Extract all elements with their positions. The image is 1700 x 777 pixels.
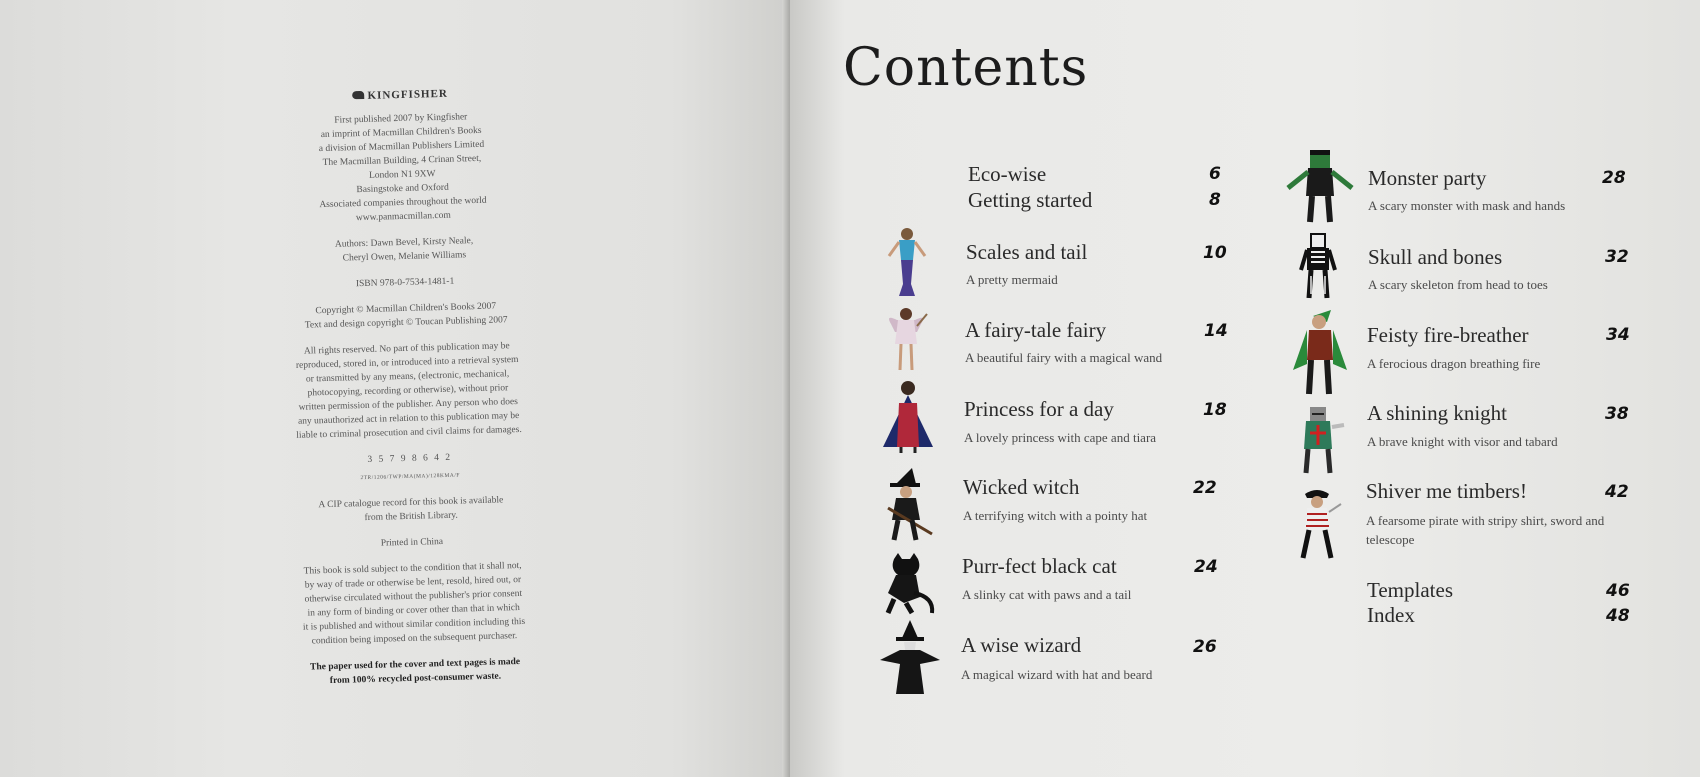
entry-description: A lovely princess with cape and tiara [964, 430, 1157, 445]
monster-figure-icon [1284, 148, 1356, 224]
entry-skull-and-bones[interactable]: Skull and bones [1368, 245, 1503, 269]
black-cat-figure-icon [884, 553, 940, 615]
page-number: 34 [1606, 325, 1630, 345]
page-number: 32 [1605, 247, 1629, 267]
entry-eco-wise[interactable]: Eco-wise [968, 162, 1047, 186]
entry-description: A fearsome pirate with stripy shirt, sword and telescope [1366, 513, 1605, 547]
skeleton-figure-icon [1299, 232, 1337, 300]
page-number: 22 [1193, 478, 1217, 498]
publisher-logo-text: KINGFISHER [367, 87, 448, 102]
entry-templates[interactable]: Templates [1367, 578, 1453, 602]
princess-figure-icon [879, 379, 937, 455]
entry-description: A slinky cat with paws and a tail [962, 587, 1132, 602]
code-line: 2TR/1206/TWP/MA(MA)/128KMA/F [360, 472, 461, 482]
entry-a-wise-wizard[interactable]: A wise wizard [961, 633, 1082, 657]
publisher-logo [250, 84, 550, 106]
page-number: 48 [1606, 606, 1630, 626]
isbn: ISBN 978-0-7534-1481-1 [355, 276, 455, 290]
entry-fairy-tale-fairy[interactable]: A fairy-tale fairy [965, 318, 1107, 342]
imprint-block [250, 84, 566, 702]
page-number: 26 [1193, 637, 1217, 657]
entry-getting-started[interactable]: Getting started [968, 188, 1093, 212]
kingfisher-bird-icon [352, 91, 364, 99]
page-number: 10 [1203, 243, 1227, 263]
page-number: 18 [1203, 400, 1227, 420]
print-line: 3 5 7 9 8 6 4 2 [367, 452, 453, 465]
entry-description: A magical wizard with hat and beard [961, 667, 1153, 682]
rights-notice: All rights reserved. No part of this publication may be reproduced, stored in, or introduced into a retrieval system or transmitted by any means, (electronic, mechanical, photocopying, recording or otherwise), without prior written permission of the publisher. Any person who does any unauthorized act in relation to this publication may be liable to criminal prosecution and civil claims for damages. [295, 341, 522, 441]
page-number: 42 [1605, 482, 1629, 502]
entry-index[interactable]: Index [1367, 603, 1415, 627]
fairy-figure-icon [883, 306, 929, 374]
entry-purr-fect-black-cat[interactable]: Purr-fect black cat [962, 554, 1117, 578]
pirate-figure-icon [1291, 486, 1343, 560]
page-number: 24 [1194, 557, 1218, 577]
cip-record: A CIP catalogue record for this book is available from the British Library. [318, 495, 504, 524]
dragon-figure-icon [1291, 308, 1349, 396]
entry-feisty-fire-breather[interactable]: Feisty fire-breather [1367, 323, 1529, 347]
page-number: 14 [1204, 321, 1228, 341]
entry-description: A scary skeleton from head to toes [1368, 277, 1548, 292]
entry-a-shining-knight[interactable]: A shining knight [1367, 401, 1508, 425]
page-number: 28 [1602, 168, 1626, 188]
printed-in: Printed in China [380, 537, 444, 549]
publication-info: First published 2007 by Kingfisher an imprint of Macmillan Children's Books a division of Macmillan Publishers Limited The Macmillan Building, 4 Crinan Street, London N1 9XW Basingstoke and Oxford Associated companies throughout the world www.panmacmillan.com [318, 112, 487, 224]
page-number: 6 [1209, 164, 1221, 184]
mermaid-figure-icon [885, 226, 929, 298]
page-number: 8 [1209, 190, 1221, 210]
sale-condition: This book is sold subject to the condition that it shall not, by way of trade or otherwise be lent, resold, hired out, or otherwise circulated without the publisher's prior consent in any form of binding or cover other than that in which it is published and without similar condition including this condition being imposed on the subsequent purchaser. [302, 560, 526, 647]
entry-description: A pretty mermaid [966, 272, 1058, 287]
witch-figure-icon [882, 468, 934, 544]
entry-description: A scary monster with mask and hands [1368, 198, 1566, 213]
copyright: Copyright © Macmillan Children's Books 2007 Text and design copyright © Toucan Publishing 2007 [304, 301, 508, 331]
contents-title: Contents [843, 38, 1089, 98]
entry-monster-party[interactable]: Monster party [1368, 166, 1487, 190]
authors: Authors: Dawn Bevel, Kirsty Neale, Cheryl Owen, Melanie Williams [334, 236, 474, 264]
paper-notice: The paper used for the cover and text pages is made from 100% recycled post-consumer waste. [309, 657, 521, 687]
entry-wicked-witch[interactable]: Wicked witch [963, 475, 1080, 499]
entry-scales-and-tail[interactable]: Scales and tail [966, 240, 1088, 264]
entry-princess-for-a-day[interactable]: Princess for a day [964, 397, 1114, 421]
entry-description: A ferocious dragon breathing fire [1367, 356, 1541, 371]
left-page [0, 0, 790, 777]
page-number: 38 [1605, 404, 1629, 424]
entry-description: A terrifying witch with a pointy hat [963, 508, 1148, 523]
wizard-figure-icon [880, 620, 940, 696]
knight-figure-icon [1290, 405, 1346, 475]
entry-shiver-me-timbers[interactable]: Shiver me timbers! [1366, 479, 1527, 503]
entry-description: A beautiful fairy with a magical wand [965, 350, 1163, 365]
entry-description: A brave knight with visor and tabard [1367, 434, 1558, 449]
page-number: 46 [1606, 581, 1630, 601]
